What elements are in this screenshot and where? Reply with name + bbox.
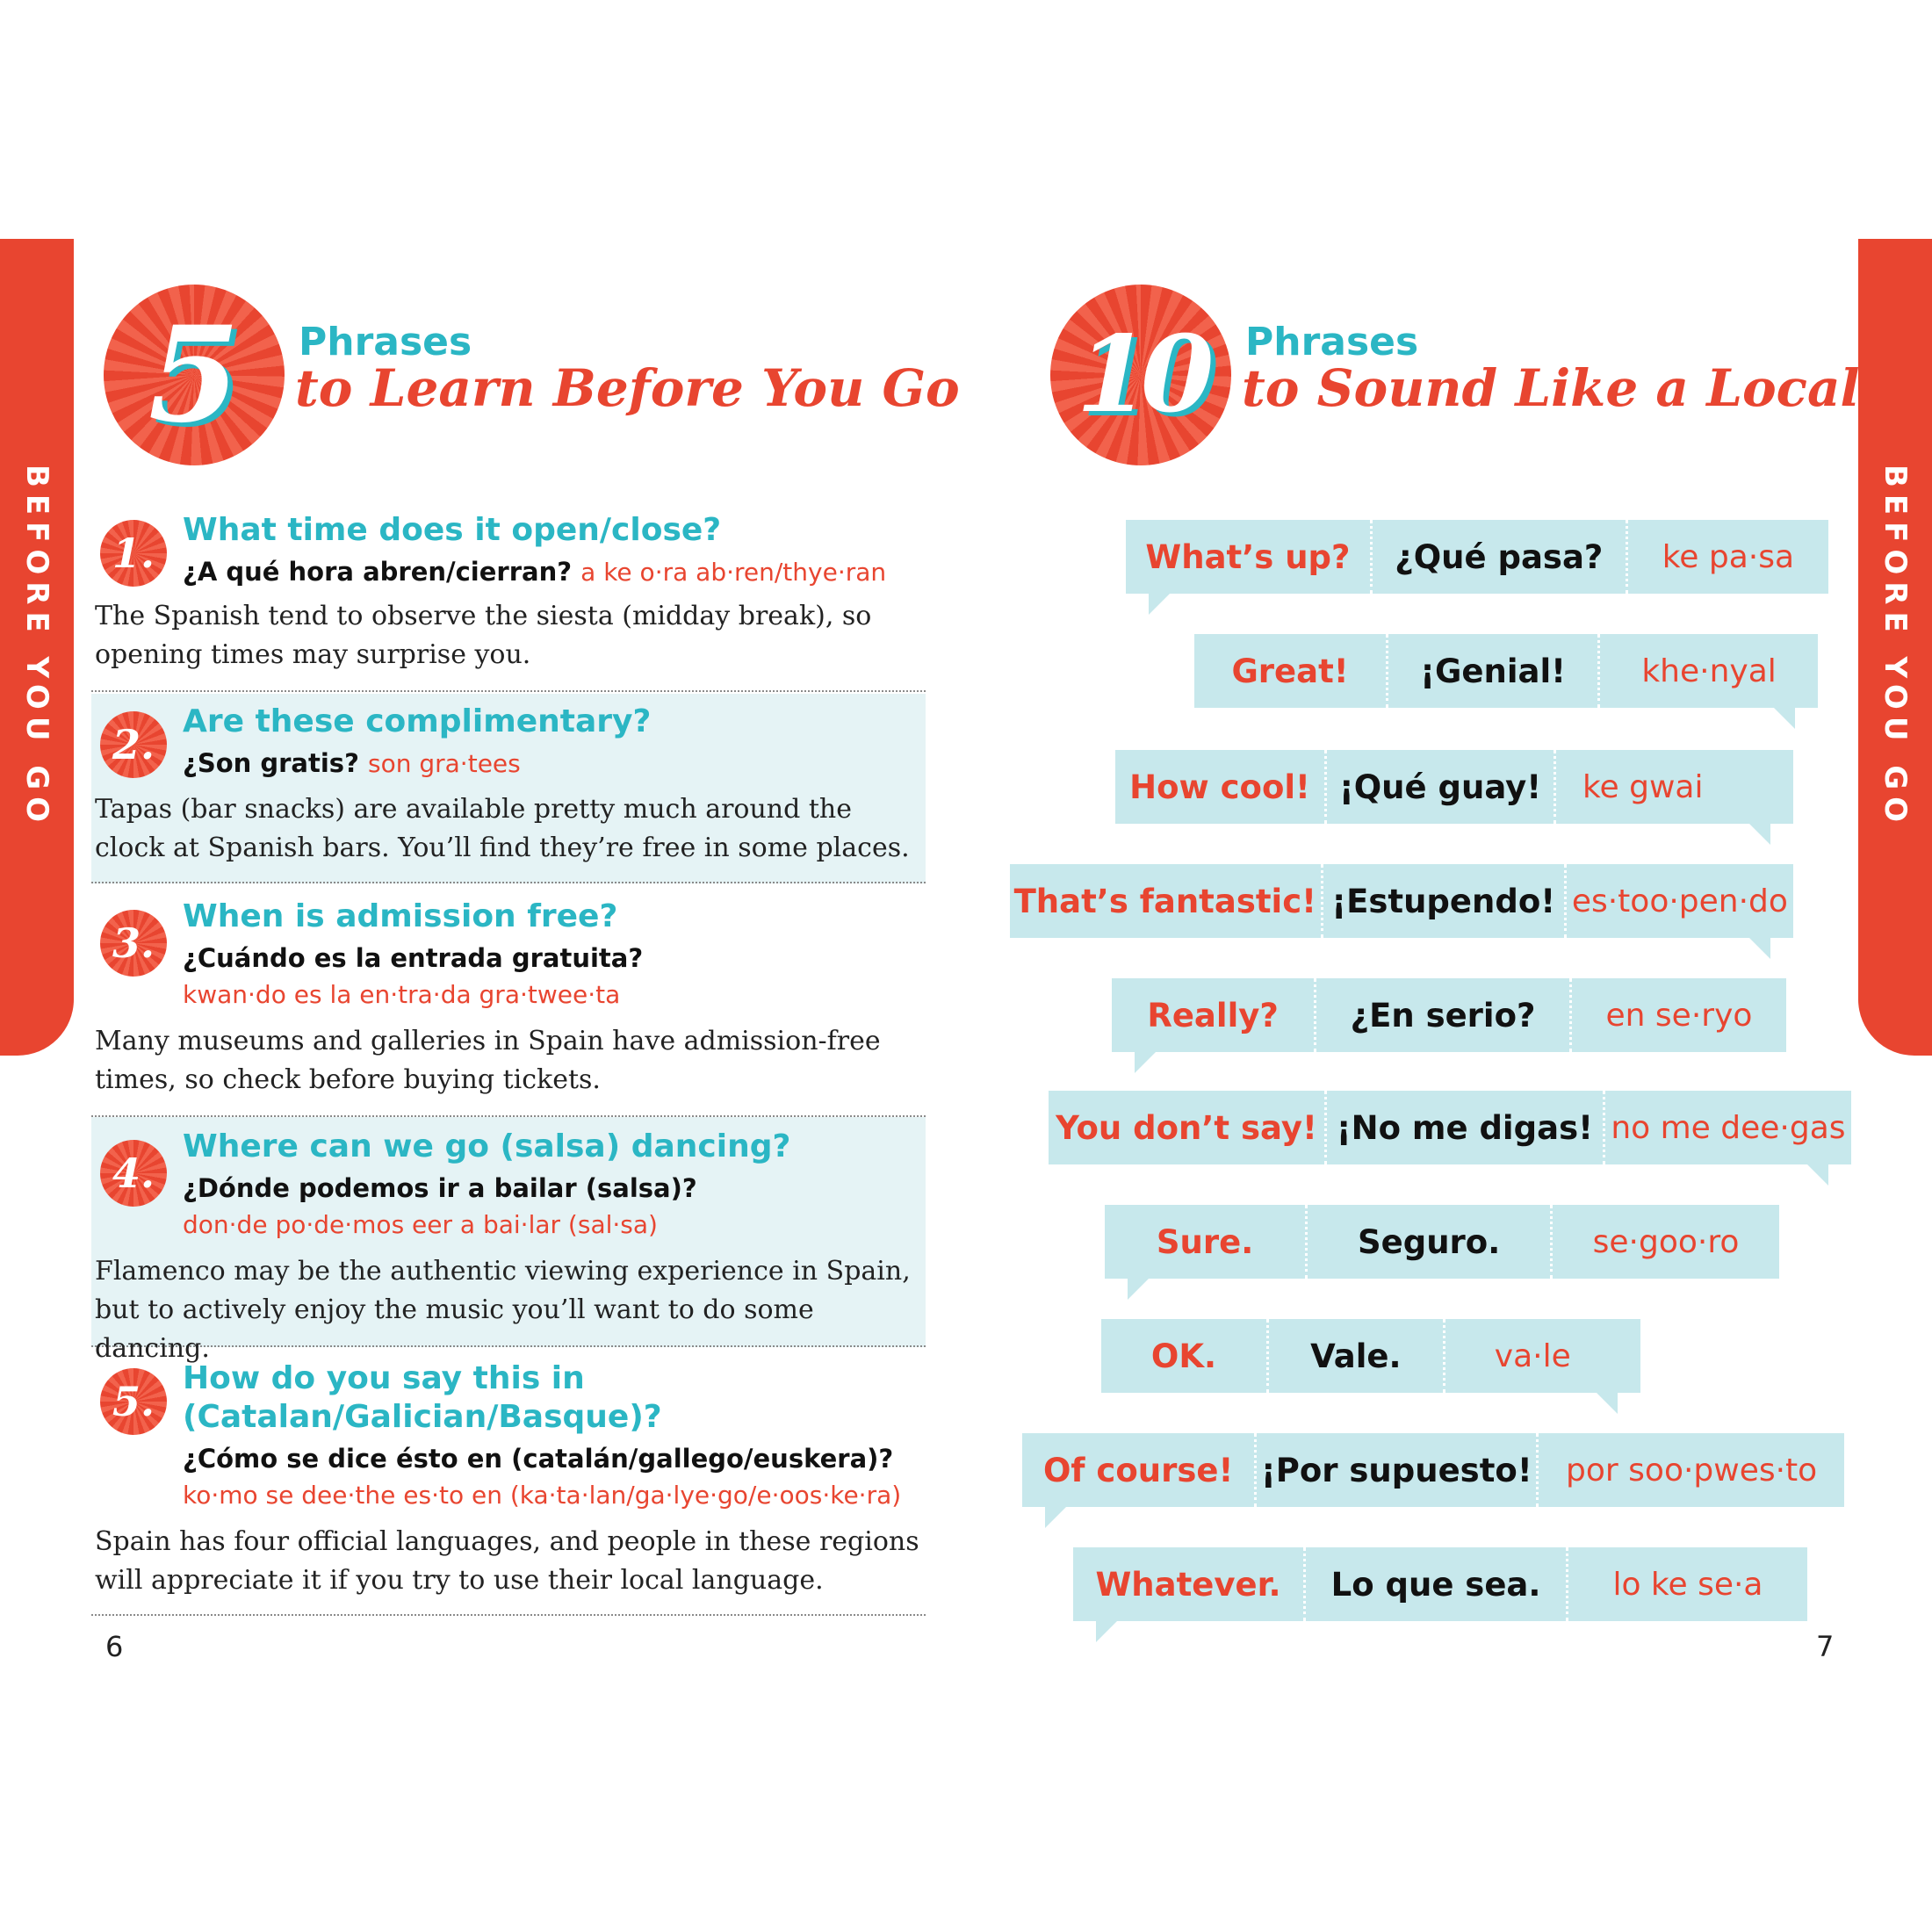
- phrase-bubble-3: [1115, 750, 1793, 824]
- phrase-description: Spain has four official languages, and people in these regions will appreciate it if you try to use their local language.: [95, 1526, 919, 1596]
- spanish-text: ¿Son gratis?: [183, 748, 359, 778]
- side-tab-right: [1858, 239, 1932, 1056]
- phrase-item-4: [91, 1117, 926, 1364]
- phrase-bubble-6: [1049, 1091, 1851, 1164]
- bubble-pronunciation: en se·ryo: [1605, 997, 1753, 1034]
- phrase-item-1: [91, 506, 926, 692]
- item-number-badge: 5.: [100, 1368, 167, 1435]
- bubble-pronunciation: por soo·pwes·to: [1566, 1452, 1818, 1489]
- bubble-spanish: ¡Por supuesto!: [1260, 1451, 1532, 1489]
- bubble-pronunciation: lo ke se·a: [1612, 1566, 1763, 1603]
- heading-title: to Learn Before You Go: [295, 358, 960, 418]
- phrase-spanish: ¿Cuándo es la entrada gratuita?: [183, 943, 644, 973]
- heading-number: 10: [1076, 313, 1206, 436]
- phrase-bubble-2: [1194, 634, 1818, 708]
- phrase-english: What time does it open/close?: [183, 512, 722, 548]
- phrase-description: Tapas (bar snacks) are available pretty much around the clock at Spanish bars. You’ll find they’re free in some places.: [95, 794, 910, 863]
- bubble-english: Really?: [1147, 996, 1279, 1034]
- phrase-description: Many museums and galleries in Spain have admission-free times, so check before buying tickets.: [95, 1026, 881, 1095]
- side-tab-left: [0, 239, 74, 1056]
- bubble-pronunciation: va·le: [1494, 1337, 1571, 1374]
- phrase-bubble-7: [1105, 1205, 1779, 1279]
- phrase-bubble-4: [1010, 864, 1793, 938]
- bubble-english: That’s fantastic!: [1013, 882, 1317, 920]
- phrase-spanish: ¿Cómo se dice ésto en (catalán/gallego/euskera)?: [183, 1444, 894, 1474]
- bubble-english: OK.: [1150, 1337, 1217, 1375]
- pronunciation: a ke o·ra ab·ren/thye·ran: [580, 558, 887, 587]
- phrase-spanish: [183, 553, 886, 591]
- bubble-pronunciation: no me dee·gas: [1611, 1109, 1846, 1146]
- item-number-badge: 3.: [100, 910, 167, 977]
- bubble-spanish: Lo que sea.: [1330, 1565, 1541, 1604]
- phrase-bubble-5: [1112, 978, 1786, 1052]
- bubble-spanish: ¡Genial!: [1420, 652, 1567, 690]
- pronunciation-line: [183, 1477, 901, 1518]
- phrase-english: When is admission free?: [183, 898, 618, 934]
- bubble-spanish: ¿Qué pasa?: [1395, 537, 1604, 576]
- bubble-pronunciation: se·goo·ro: [1592, 1223, 1740, 1260]
- bubble-spanish: Vale.: [1310, 1337, 1402, 1375]
- spanish-text: ¿A qué hora abren/cierran?: [183, 557, 573, 587]
- phrase-english: Where can we go (salsa) dancing?: [183, 1128, 791, 1164]
- bubble-spanish: ¡No me digas!: [1336, 1108, 1593, 1147]
- phrase-description: Flamenco may be the authentic viewing experience in Spain, but to actively enjoy the music you’ll want to do some dancing.: [95, 1256, 911, 1364]
- phrase-item-3: [91, 885, 926, 1117]
- phrase-spanish: [183, 745, 521, 782]
- heading-number: 5: [148, 298, 241, 452]
- item-number-badge: 1.: [100, 520, 167, 587]
- pronunciation: don·de po·de·mos eer a bai·lar (sal·sa): [183, 1210, 658, 1239]
- page-number-left: 6: [105, 1630, 124, 1663]
- bubble-pronunciation: ke pa·sa: [1662, 538, 1795, 575]
- item-number-badge: 4.: [100, 1140, 167, 1207]
- bubble-pronunciation: es·too·pen·do: [1571, 883, 1788, 919]
- side-tab-label: BEFORE YOU GO: [1878, 465, 1913, 830]
- bubble-english: How cool!: [1129, 768, 1310, 806]
- number-burst-5: [104, 285, 285, 465]
- number-burst-10: [1050, 285, 1231, 465]
- bubble-spanish: Seguro.: [1357, 1222, 1501, 1261]
- phrase-bubble-9: [1022, 1433, 1844, 1507]
- phrase-english: Are these complimentary?: [183, 703, 652, 739]
- phrase-bubble-1: [1126, 520, 1828, 594]
- bubble-english: You don’t say!: [1056, 1108, 1317, 1147]
- bubble-english: Sure.: [1156, 1222, 1254, 1261]
- phrase-bubble-8: [1101, 1319, 1640, 1393]
- pronunciation-line: [183, 977, 620, 1018]
- bubble-english: What’s up?: [1145, 537, 1351, 576]
- bubble-spanish: ¡Qué guay!: [1338, 768, 1542, 806]
- heading-subtitle: Phrases: [299, 320, 472, 364]
- side-tab-label: BEFORE YOU GO: [19, 465, 54, 830]
- bubble-pronunciation: khe·nyal: [1641, 652, 1777, 689]
- bubble-english: Of course!: [1042, 1451, 1234, 1489]
- bubble-english: Great!: [1231, 652, 1349, 690]
- phrase-description: The Spanish tend to observe the siesta (midday break), so opening times may surprise you.: [95, 601, 872, 670]
- phrase-item-5: [91, 1352, 926, 1616]
- bubble-spanish: ¿En serio?: [1350, 996, 1536, 1034]
- phrase-item-2: [91, 694, 926, 883]
- bubble-pronunciation: ke gwai: [1582, 768, 1704, 805]
- phrase-spanish: ¿Dónde podemos ir a bailar (salsa)?: [183, 1173, 697, 1203]
- bubble-spanish: ¡Estupendo!: [1331, 882, 1556, 920]
- pronunciation: son gra·tees: [368, 749, 521, 778]
- phrase-english-line-1: How do you say this in: [183, 1360, 585, 1396]
- pronunciation: ko·mo se dee·the es·to en (ka·ta·lan/ga·lye·go/e·oos·ke·ra): [183, 1481, 902, 1510]
- item-number-badge: 2.: [100, 711, 167, 778]
- pronunciation-line: [183, 1207, 658, 1248]
- page-number-right: 7: [1816, 1630, 1835, 1663]
- pronunciation: kwan·do es la en·tra·da gra·twee·ta: [183, 980, 621, 1009]
- bubble-english: Whatever.: [1095, 1565, 1281, 1604]
- heading-subtitle: Phrases: [1245, 320, 1419, 364]
- phrase-bubble-10: [1073, 1547, 1807, 1621]
- heading-title: to Sound Like a Local: [1242, 358, 1860, 418]
- phrase-english-line-2: (Catalan/Galician/Basque)?: [183, 1399, 662, 1435]
